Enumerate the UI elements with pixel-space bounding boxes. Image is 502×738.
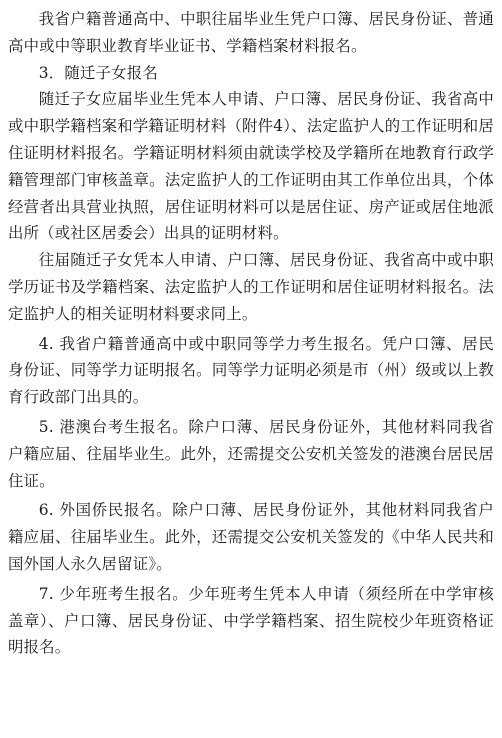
- paragraph-migrant-current-graduates: 随迁子女应届毕业生凭本人申请、户口簿、居民身份证、我省高中或中职学籍档案和学籍证明材料（附件4）、法定监护人的工作证明和居住证明材料报名。学籍证明材料须由就读学校及学籍所在地教育行政学籍管理部门审核盖章。法定监护人的工作证明由其工作单位出具，个体经营者出具营业执照，居住证明材料可以是居住证、房产证或居住地派出所（或社区居委会）出具的证明材料。: [8, 90, 494, 243]
- paragraph-juvenile-class: 7. 少年班考生报名。少年班考生凭本人申请（须经所在中学审核盖章）、户口簿、居民身份证、中学学籍档案、招生院校少年班资格证明报名。: [8, 584, 494, 657]
- paragraph-foreign-residents: 6. 外国侨民报名。除户口薄、居民身份证外，其他材料同我省户籍应届、往届毕业生。此外，还需提交公安机关签发的《中华人民共和国外国人永久居留证》。: [8, 501, 494, 573]
- paragraph-past-graduates: 我省户籍普通高中、中职往届毕业生凭户口簿、居民身份证、普通高中或中等职业教育毕业证书、学籍档案材料报名。: [8, 10, 494, 55]
- document-page: [8, 6, 494, 661]
- paragraph-migrant-past-graduates: 往届随迁子女凭本人申请、户口簿、居民身份证、我省高中或中职学历证书及学籍档案、法定监护人的工作证明和居住证明材料报名。法定监护人的相关证明材料要求同上。: [8, 251, 494, 323]
- section-heading-migrant-children: 3．随迁子女报名: [38, 63, 158, 82]
- paragraph-hk-macao-taiwan: 5. 港澳台考生报名。除户口薄、居民身份证外，其他材料同我省户籍应届、往届毕业生。此外，还需提交公安机关签发的港澳台居民居住证。: [8, 417, 494, 490]
- paragraph-equivalent-qualification: 4. 我省户籍普通高中或中职同等学力考生报名。凭户口簿、居民身份证、同等学力证明报名。同等学力证明必须是市（州）级或以上教育行政部门出具的。: [8, 334, 494, 407]
